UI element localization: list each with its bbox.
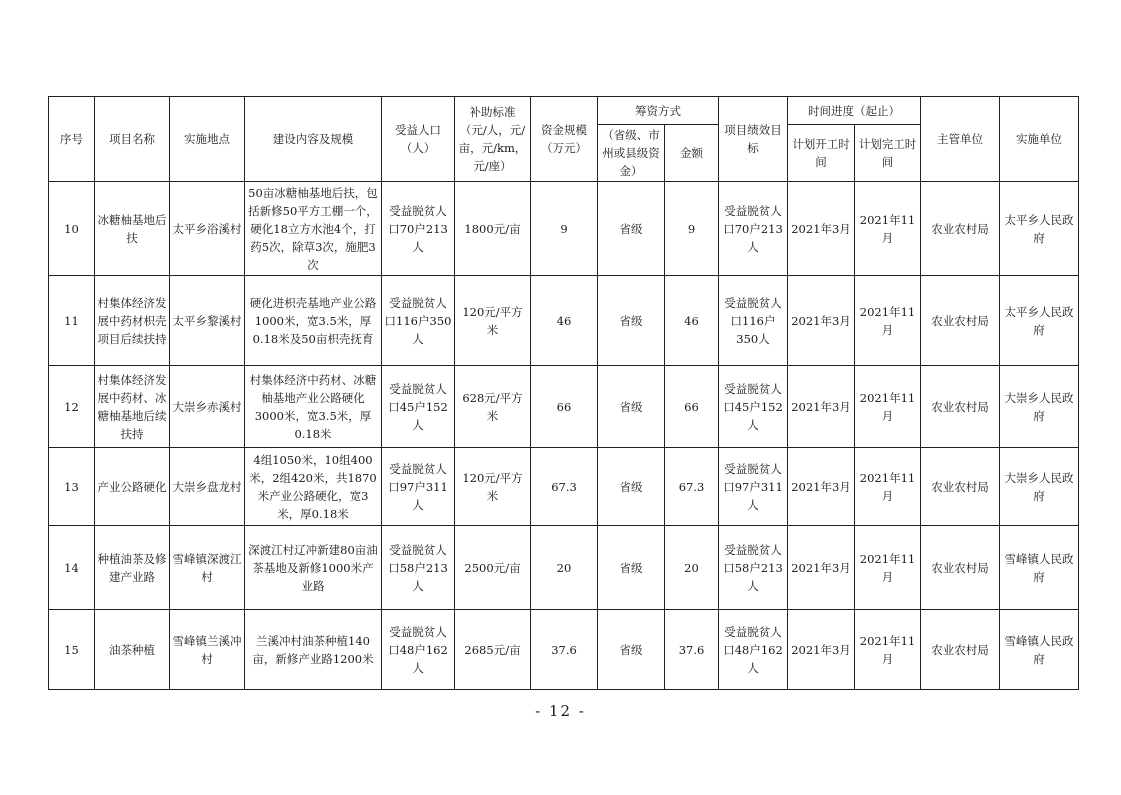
- header-subsidy: 补助标准（元/人，元/亩，元/km，元/座）: [455, 97, 531, 182]
- cell-start: 2021年3月: [788, 610, 855, 690]
- cell-dept: 农业农村局: [921, 610, 1000, 690]
- cell-executor: 大崇乡人民政府: [1000, 366, 1079, 448]
- cell-fund: 66: [531, 366, 598, 448]
- table-row: [49, 448, 1079, 526]
- cell-end: 2021年11月: [855, 448, 921, 526]
- cell-fund: 9: [531, 182, 598, 276]
- cell-dept: 农业农村局: [921, 526, 1000, 610]
- cell-source: 省级: [598, 448, 665, 526]
- header-schedule: 时间进度（起止）: [788, 97, 921, 125]
- cell-end: 2021年11月: [855, 526, 921, 610]
- cell-dept: 农业农村局: [921, 366, 1000, 448]
- header-seq: 序号: [49, 97, 95, 182]
- cell-executor: 太平乡人民政府: [1000, 276, 1079, 366]
- cell-beneficiary: 受益脱贫人口70户213人: [382, 182, 455, 276]
- cell-source: 省级: [598, 182, 665, 276]
- cell-fund: 67.3: [531, 448, 598, 526]
- cell-source: 省级: [598, 276, 665, 366]
- cell-start: 2021年3月: [788, 182, 855, 276]
- cell-amount: 46: [665, 276, 719, 366]
- cell-location: 雪峰镇兰溪冲村: [170, 610, 245, 690]
- cell-source: 省级: [598, 610, 665, 690]
- cell-content: 深渡江村辽冲新建80亩油茶基地及新修1000米产业路: [245, 526, 382, 610]
- header-amount: 金额: [665, 125, 719, 182]
- cell-subsidy: 120元/平方米: [455, 276, 531, 366]
- project-table: [48, 96, 1079, 690]
- page-number: - 12 -: [535, 702, 586, 720]
- cell-seq: 15: [49, 610, 95, 690]
- cell-content: 4组1050米，10组400米，2组420米，共1870米产业公路硬化，宽3米，厚0.18米: [245, 448, 382, 526]
- cell-beneficiary: 受益脱贫人口58户213人: [382, 526, 455, 610]
- header-content: 建设内容及规模: [245, 97, 382, 182]
- header-plan-start: 计划开工时间: [788, 125, 855, 182]
- table-row: [49, 182, 1079, 276]
- cell-dept: 农业农村局: [921, 182, 1000, 276]
- cell-dept: 农业农村局: [921, 276, 1000, 366]
- cell-goal: 受益脱贫人口58户213人: [719, 526, 788, 610]
- cell-fund: 20: [531, 526, 598, 610]
- cell-location: 雪峰镇深渡江村: [170, 526, 245, 610]
- cell-seq: 12: [49, 366, 95, 448]
- cell-start: 2021年3月: [788, 276, 855, 366]
- cell-subsidy: 2500元/亩: [455, 526, 531, 610]
- cell-dept: 农业农村局: [921, 448, 1000, 526]
- cell-beneficiary: 受益脱贫人口97户311人: [382, 448, 455, 526]
- cell-content: 兰溪冲村油茶种植140亩，新修产业路1200米: [245, 610, 382, 690]
- cell-amount: 20: [665, 526, 719, 610]
- header-location: 实施地点: [170, 97, 245, 182]
- cell-source: 省级: [598, 366, 665, 448]
- cell-name: 油茶种植: [95, 610, 170, 690]
- cell-content: 村集体经济中药材、冰糖柚基地产业公路硬化3000米，宽3.5米，厚0.18米: [245, 366, 382, 448]
- table-row: [49, 610, 1079, 690]
- cell-location: 太平乡浴溪村: [170, 182, 245, 276]
- cell-beneficiary: 受益脱贫人口48户162人: [382, 610, 455, 690]
- cell-name: 村集体经济发展中药材枳壳项目后续扶持: [95, 276, 170, 366]
- cell-fund: 46: [531, 276, 598, 366]
- cell-executor: 雪峰镇人民政府: [1000, 610, 1079, 690]
- cell-end: 2021年11月: [855, 610, 921, 690]
- cell-subsidy: 1800元/亩: [455, 182, 531, 276]
- cell-goal: 受益脱贫人口97户311人: [719, 448, 788, 526]
- cell-start: 2021年3月: [788, 448, 855, 526]
- cell-beneficiary: 受益脱贫人口116户350人: [382, 276, 455, 366]
- cell-location: 大崇乡盘龙村: [170, 448, 245, 526]
- cell-location: 大崇乡赤溪村: [170, 366, 245, 448]
- cell-amount: 66: [665, 366, 719, 448]
- cell-amount: 37.6: [665, 610, 719, 690]
- cell-goal: 受益脱贫人口116户350人: [719, 276, 788, 366]
- cell-executor: 雪峰镇人民政府: [1000, 526, 1079, 610]
- header-dept: 主管单位: [921, 97, 1000, 182]
- cell-name: 产业公路硬化: [95, 448, 170, 526]
- cell-beneficiary: 受益脱贫人口45户152人: [382, 366, 455, 448]
- cell-seq: 10: [49, 182, 95, 276]
- header-beneficiary: 受益人口（人）: [382, 97, 455, 182]
- cell-source: 省级: [598, 526, 665, 610]
- cell-goal: 受益脱贫人口45户152人: [719, 366, 788, 448]
- cell-name: 种植油茶及修建产业路: [95, 526, 170, 610]
- header-fund: 资金规模（万元）: [531, 97, 598, 182]
- cell-location: 太平乡黎溪村: [170, 276, 245, 366]
- header-funding-method: 筹资方式: [598, 97, 719, 125]
- header-plan-end: 计划完工时间: [855, 125, 921, 182]
- cell-start: 2021年3月: [788, 526, 855, 610]
- cell-content: 50亩冰糖柚基地后扶，包括新修50平方工棚一个，硬化18立方水池4个，打药5次，除草3次，施肥3次: [245, 182, 382, 276]
- cell-amount: 9: [665, 182, 719, 276]
- cell-fund: 37.6: [531, 610, 598, 690]
- header-goal: 项目绩效目标: [719, 97, 788, 182]
- table-row: [49, 366, 1079, 448]
- cell-subsidy: 628元/平方米: [455, 366, 531, 448]
- table-row: [49, 526, 1079, 610]
- cell-content: 硬化进枳壳基地产业公路1000米，宽3.5米，厚0.18米及50亩枳壳抚育: [245, 276, 382, 366]
- cell-executor: 太平乡人民政府: [1000, 182, 1079, 276]
- header-executor: 实施单位: [1000, 97, 1079, 182]
- cell-start: 2021年3月: [788, 366, 855, 448]
- cell-name: 冰糖柚基地后扶: [95, 182, 170, 276]
- table-row: [49, 276, 1079, 366]
- cell-goal: 受益脱贫人口70户213人: [719, 182, 788, 276]
- cell-end: 2021年11月: [855, 366, 921, 448]
- cell-subsidy: 120元/平方米: [455, 448, 531, 526]
- cell-executor: 大崇乡人民政府: [1000, 448, 1079, 526]
- cell-goal: 受益脱贫人口48户162人: [719, 610, 788, 690]
- cell-end: 2021年11月: [855, 182, 921, 276]
- table-header: [49, 97, 1079, 182]
- cell-end: 2021年11月: [855, 276, 921, 366]
- table-body: [49, 182, 1079, 690]
- header-funding-source: （省级、市州或县级资金）: [598, 125, 665, 182]
- cell-seq: 11: [49, 276, 95, 366]
- cell-seq: 13: [49, 448, 95, 526]
- cell-seq: 14: [49, 526, 95, 610]
- cell-name: 村集体经济发展中药材、冰糖柚基地后续扶持: [95, 366, 170, 448]
- header-name: 项目名称: [95, 97, 170, 182]
- cell-amount: 67.3: [665, 448, 719, 526]
- cell-subsidy: 2685元/亩: [455, 610, 531, 690]
